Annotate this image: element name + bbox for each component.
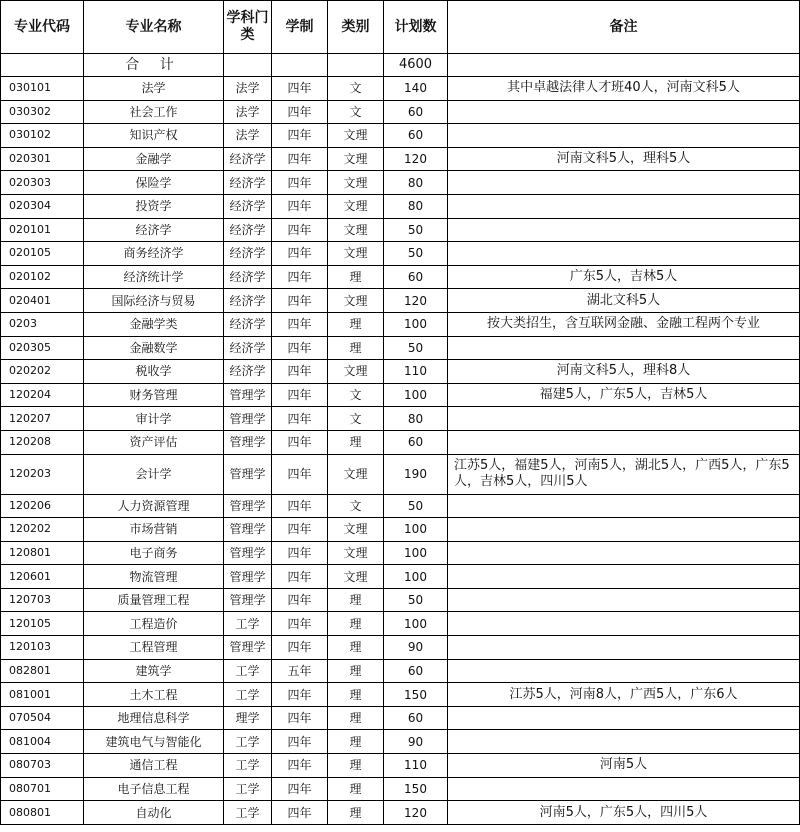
name-cell: 电子信息工程 [84, 777, 224, 801]
code-cell: 020304 [1, 194, 84, 218]
table-row [1, 454, 800, 494]
duration-cell: 四年 [272, 636, 328, 660]
header-name: 专业名称 [84, 1, 224, 54]
code-cell: 080703 [1, 754, 84, 778]
plan-cell: 120 [384, 289, 448, 313]
category-cell: 工学 [224, 777, 272, 801]
plan-cell: 100 [384, 541, 448, 565]
type-cell: 理 [328, 659, 384, 683]
category-cell: 管理学 [224, 518, 272, 542]
note-cell [448, 171, 800, 195]
type-cell: 文理 [328, 360, 384, 384]
table-row [1, 754, 800, 778]
table-row [1, 124, 800, 148]
plan-cell: 140 [384, 77, 448, 101]
code-cell: 020401 [1, 289, 84, 313]
name-cell: 审计学 [84, 407, 224, 431]
duration-cell: 四年 [272, 706, 328, 730]
duration-cell: 四年 [272, 100, 328, 124]
plan-cell: 110 [384, 754, 448, 778]
category-cell: 经济学 [224, 289, 272, 313]
table-row [1, 265, 800, 289]
code-cell: 0203 [1, 312, 84, 336]
table-row [1, 407, 800, 431]
type-cell: 文理 [328, 124, 384, 148]
name-cell: 金融学类 [84, 312, 224, 336]
table-row [1, 565, 800, 589]
plan-cell: 90 [384, 636, 448, 660]
note-cell [448, 124, 800, 148]
category-cell: 管理学 [224, 454, 272, 494]
duration-cell: 四年 [272, 124, 328, 148]
table-row [1, 636, 800, 660]
table-row [1, 612, 800, 636]
code-cell: 070504 [1, 706, 84, 730]
name-cell: 法学 [84, 77, 224, 101]
note-cell: 湖北文科5人 [448, 289, 800, 313]
table-row [1, 147, 800, 171]
note-cell: 按大类招生，含互联网金融、金融工程两个专业 [448, 312, 800, 336]
table-row [1, 360, 800, 384]
category-cell: 经济学 [224, 171, 272, 195]
note-cell [448, 494, 800, 518]
duration-cell: 五年 [272, 659, 328, 683]
name-cell: 经济学 [84, 218, 224, 242]
table-row [1, 194, 800, 218]
code-cell: 082801 [1, 659, 84, 683]
name-cell: 财务管理 [84, 383, 224, 407]
type-cell: 文理 [328, 454, 384, 494]
code-cell: 030101 [1, 77, 84, 101]
plan-cell: 150 [384, 683, 448, 707]
type-cell: 文 [328, 100, 384, 124]
code-cell: 081001 [1, 683, 84, 707]
code-cell: 120801 [1, 541, 84, 565]
header-plan: 计划数 [384, 1, 448, 54]
code-cell: 120207 [1, 407, 84, 431]
duration-cell: 四年 [272, 77, 328, 101]
name-cell: 国际经济与贸易 [84, 289, 224, 313]
name-cell: 资产评估 [84, 430, 224, 454]
category-cell: 管理学 [224, 541, 272, 565]
note-cell [448, 565, 800, 589]
name-cell: 自动化 [84, 801, 224, 825]
type-cell: 文 [328, 383, 384, 407]
category-cell: 理学 [224, 706, 272, 730]
code-cell: 020305 [1, 336, 84, 360]
code-cell: 020301 [1, 147, 84, 171]
total-category [224, 54, 272, 77]
total-code [1, 54, 84, 77]
code-cell: 020202 [1, 360, 84, 384]
table-row [1, 289, 800, 313]
type-cell: 理 [328, 706, 384, 730]
type-cell: 理 [328, 801, 384, 825]
category-cell: 工学 [224, 659, 272, 683]
total-row [1, 54, 800, 77]
name-cell: 电子商务 [84, 541, 224, 565]
type-cell: 文理 [328, 289, 384, 313]
duration-cell: 四年 [272, 730, 328, 754]
name-cell: 工程管理 [84, 636, 224, 660]
type-cell: 理 [328, 754, 384, 778]
duration-cell: 四年 [272, 289, 328, 313]
table-row [1, 312, 800, 336]
category-cell: 经济学 [224, 265, 272, 289]
note-cell [448, 730, 800, 754]
table-row [1, 588, 800, 612]
type-cell: 文理 [328, 218, 384, 242]
code-cell: 080801 [1, 801, 84, 825]
note-cell [448, 218, 800, 242]
note-cell: 河南5人 [448, 754, 800, 778]
category-cell: 法学 [224, 124, 272, 148]
name-cell: 通信工程 [84, 754, 224, 778]
duration-cell: 四年 [272, 683, 328, 707]
duration-cell: 四年 [272, 754, 328, 778]
category-cell: 经济学 [224, 218, 272, 242]
category-cell: 法学 [224, 100, 272, 124]
name-cell: 市场营销 [84, 518, 224, 542]
name-cell: 保险学 [84, 171, 224, 195]
type-cell: 文理 [328, 565, 384, 589]
table-row [1, 336, 800, 360]
note-cell [448, 407, 800, 431]
code-cell: 020303 [1, 171, 84, 195]
table-row [1, 77, 800, 101]
note-cell [448, 100, 800, 124]
name-cell: 人力资源管理 [84, 494, 224, 518]
duration-cell: 四年 [272, 565, 328, 589]
plan-cell: 60 [384, 100, 448, 124]
note-cell [448, 430, 800, 454]
code-cell: 080701 [1, 777, 84, 801]
type-cell: 文理 [328, 171, 384, 195]
table-row [1, 494, 800, 518]
plan-cell: 120 [384, 147, 448, 171]
category-cell: 管理学 [224, 407, 272, 431]
category-cell: 工学 [224, 612, 272, 636]
category-cell: 管理学 [224, 588, 272, 612]
code-cell: 120103 [1, 636, 84, 660]
total-note [448, 54, 800, 77]
category-cell: 工学 [224, 730, 272, 754]
table-row [1, 706, 800, 730]
duration-cell: 四年 [272, 454, 328, 494]
note-cell: 广东5人，吉林5人 [448, 265, 800, 289]
category-cell: 工学 [224, 683, 272, 707]
type-cell: 文理 [328, 541, 384, 565]
type-cell: 文理 [328, 518, 384, 542]
name-cell: 建筑学 [84, 659, 224, 683]
duration-cell: 四年 [272, 218, 328, 242]
header-duration: 学制 [272, 1, 328, 54]
category-cell: 法学 [224, 77, 272, 101]
table-row [1, 683, 800, 707]
note-cell [448, 706, 800, 730]
plan-cell: 120 [384, 801, 448, 825]
plan-cell: 60 [384, 265, 448, 289]
duration-cell: 四年 [272, 407, 328, 431]
plan-cell: 100 [384, 612, 448, 636]
code-cell: 120206 [1, 494, 84, 518]
type-cell: 文 [328, 77, 384, 101]
type-cell: 理 [328, 777, 384, 801]
type-cell: 文理 [328, 194, 384, 218]
note-cell: 福建5人，广东5人，吉林5人 [448, 383, 800, 407]
type-cell: 文 [328, 494, 384, 518]
duration-cell: 四年 [272, 777, 328, 801]
note-cell: 河南5人，广东5人，四川5人 [448, 801, 800, 825]
plan-cell: 190 [384, 454, 448, 494]
note-cell [448, 636, 800, 660]
plan-cell: 110 [384, 360, 448, 384]
category-cell: 经济学 [224, 312, 272, 336]
type-cell: 理 [328, 588, 384, 612]
note-cell: 其中卓越法律人才班40人，河南文科5人 [448, 77, 800, 101]
table-row [1, 242, 800, 266]
type-cell: 文 [328, 407, 384, 431]
type-cell: 理 [328, 336, 384, 360]
code-cell: 020105 [1, 242, 84, 266]
type-cell: 文理 [328, 242, 384, 266]
category-cell: 经济学 [224, 336, 272, 360]
name-cell: 社会工作 [84, 100, 224, 124]
category-cell: 工学 [224, 754, 272, 778]
duration-cell: 四年 [272, 242, 328, 266]
name-cell: 经济统计学 [84, 265, 224, 289]
code-cell: 120208 [1, 430, 84, 454]
name-cell: 金融数学 [84, 336, 224, 360]
total-plan: 4600 [384, 54, 448, 77]
category-cell: 管理学 [224, 636, 272, 660]
name-cell: 物流管理 [84, 565, 224, 589]
table-row [1, 541, 800, 565]
type-cell: 理 [328, 312, 384, 336]
category-cell: 管理学 [224, 565, 272, 589]
plan-cell: 50 [384, 242, 448, 266]
plan-cell: 80 [384, 407, 448, 431]
name-cell: 工程造价 [84, 612, 224, 636]
header-code: 专业代码 [1, 1, 84, 54]
plan-cell: 50 [384, 218, 448, 242]
code-cell: 120703 [1, 588, 84, 612]
code-cell: 120601 [1, 565, 84, 589]
duration-cell: 四年 [272, 194, 328, 218]
header-note: 备注 [448, 1, 800, 54]
name-cell: 税收学 [84, 360, 224, 384]
duration-cell: 四年 [272, 494, 328, 518]
table-row [1, 430, 800, 454]
category-cell: 工学 [224, 801, 272, 825]
note-cell: 江苏5人，河南8人，广西5人，广东6人 [448, 683, 800, 707]
plan-cell: 100 [384, 383, 448, 407]
table-row [1, 730, 800, 754]
duration-cell: 四年 [272, 336, 328, 360]
note-cell [448, 541, 800, 565]
header-row [1, 1, 800, 54]
header-category: 学科门类 [224, 1, 272, 54]
category-cell: 管理学 [224, 494, 272, 518]
total-duration [272, 54, 328, 77]
table-row [1, 383, 800, 407]
name-cell: 商务经济学 [84, 242, 224, 266]
type-cell: 理 [328, 730, 384, 754]
duration-cell: 四年 [272, 612, 328, 636]
duration-cell: 四年 [272, 265, 328, 289]
table-row [1, 171, 800, 195]
category-cell: 管理学 [224, 383, 272, 407]
note-cell: 河南文科5人，理科8人 [448, 360, 800, 384]
code-cell: 020101 [1, 218, 84, 242]
code-cell: 120204 [1, 383, 84, 407]
duration-cell: 四年 [272, 312, 328, 336]
note-cell [448, 242, 800, 266]
duration-cell: 四年 [272, 588, 328, 612]
category-cell: 经济学 [224, 194, 272, 218]
note-cell [448, 194, 800, 218]
plan-cell: 60 [384, 430, 448, 454]
name-cell: 金融学 [84, 147, 224, 171]
header-type: 类别 [328, 1, 384, 54]
total-label: 合 计 [84, 54, 224, 77]
table-row [1, 518, 800, 542]
name-cell: 土木工程 [84, 683, 224, 707]
note-cell: 江苏5人，福建5人，河南5人，湖北5人，广西5人，广东5人，吉林5人，四川5人 [448, 454, 800, 494]
plan-cell: 60 [384, 124, 448, 148]
table-row [1, 659, 800, 683]
table-row [1, 100, 800, 124]
category-cell: 管理学 [224, 430, 272, 454]
plan-cell: 50 [384, 494, 448, 518]
duration-cell: 四年 [272, 383, 328, 407]
table-row [1, 218, 800, 242]
plan-cell: 100 [384, 312, 448, 336]
code-cell: 120105 [1, 612, 84, 636]
duration-cell: 四年 [272, 147, 328, 171]
type-cell: 理 [328, 612, 384, 636]
note-cell [448, 518, 800, 542]
name-cell: 地理信息科学 [84, 706, 224, 730]
name-cell: 知识产权 [84, 124, 224, 148]
table-row [1, 801, 800, 825]
plan-cell: 50 [384, 336, 448, 360]
code-cell: 020102 [1, 265, 84, 289]
duration-cell: 四年 [272, 801, 328, 825]
note-cell: 河南文科5人，理科5人 [448, 147, 800, 171]
plan-cell: 80 [384, 171, 448, 195]
plan-cell: 100 [384, 518, 448, 542]
plan-cell: 60 [384, 659, 448, 683]
type-cell: 理 [328, 683, 384, 707]
duration-cell: 四年 [272, 541, 328, 565]
code-cell: 120203 [1, 454, 84, 494]
type-cell: 理 [328, 430, 384, 454]
duration-cell: 四年 [272, 171, 328, 195]
name-cell: 质量管理工程 [84, 588, 224, 612]
category-cell: 经济学 [224, 147, 272, 171]
total-type [328, 54, 384, 77]
category-cell: 经济学 [224, 242, 272, 266]
type-cell: 理 [328, 636, 384, 660]
plan-cell: 50 [384, 588, 448, 612]
type-cell: 文理 [328, 147, 384, 171]
category-cell: 经济学 [224, 360, 272, 384]
code-cell: 120202 [1, 518, 84, 542]
plan-cell: 100 [384, 565, 448, 589]
code-cell: 030102 [1, 124, 84, 148]
plan-cell: 90 [384, 730, 448, 754]
name-cell: 建筑电气与智能化 [84, 730, 224, 754]
table-row [1, 777, 800, 801]
duration-cell: 四年 [272, 430, 328, 454]
name-cell: 会计学 [84, 454, 224, 494]
duration-cell: 四年 [272, 360, 328, 384]
note-cell [448, 612, 800, 636]
plan-cell: 60 [384, 706, 448, 730]
type-cell: 理 [328, 265, 384, 289]
note-cell [448, 777, 800, 801]
note-cell [448, 588, 800, 612]
note-cell [448, 336, 800, 360]
name-cell: 投资学 [84, 194, 224, 218]
note-cell [448, 659, 800, 683]
plan-cell: 150 [384, 777, 448, 801]
duration-cell: 四年 [272, 518, 328, 542]
code-cell: 081004 [1, 730, 84, 754]
plan-cell: 80 [384, 194, 448, 218]
code-cell: 030302 [1, 100, 84, 124]
